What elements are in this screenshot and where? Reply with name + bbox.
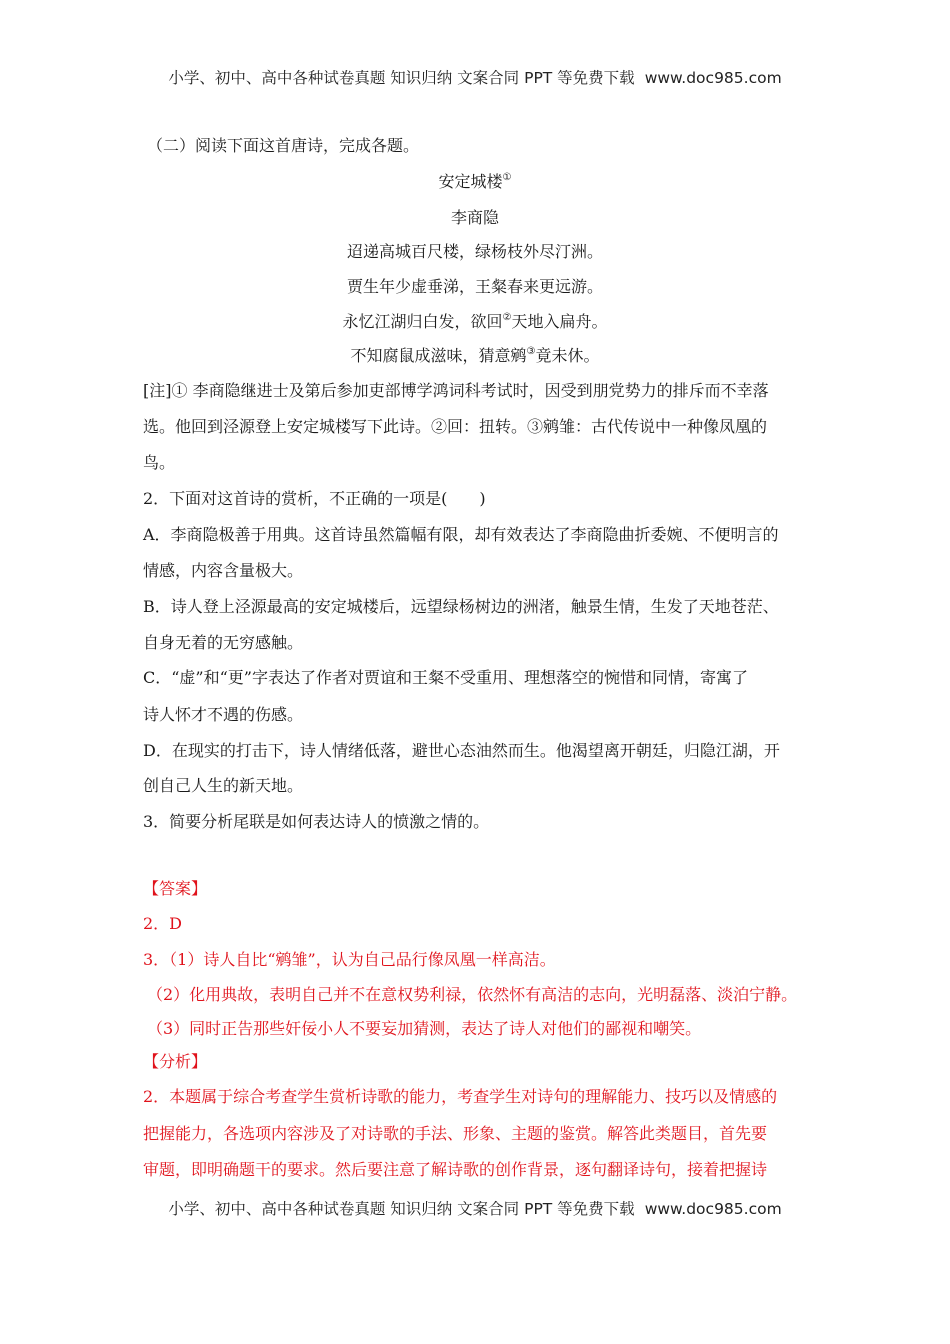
poem-author: 李商隐: [450, 208, 499, 227]
note-line: [注]① 李商隐继进士及第后参加吏部博学鸿词科考试时，因受到朋党势力的排斥而不幸落: [143, 381, 769, 400]
option-c-cont: 诗人怀才不遇的伤感。: [143, 705, 304, 724]
answer-3-part2: （2）化用典故，表明自己并不在意权势利禄，依然怀有高洁的志向，光明磊落、淡泊宁静。: [147, 985, 798, 1004]
footnote-mark-1: ①: [502, 172, 512, 183]
header-text: 小学、初中、高中各种试卷真题 知识归纳 文案合同 PPT 等免费下载: [168, 69, 635, 87]
poem-line: 不知腐鼠成滋味，猜意鹓③竟未休。: [350, 346, 600, 365]
analysis-line: 审题，即明确题干的要求。然后要注意了解诗歌的创作背景，逐句翻译诗句，接着把握诗: [143, 1160, 768, 1179]
poem-line: 迢递高城百尺楼，绿杨枝外尽汀洲。: [346, 242, 603, 261]
answer-2: 2．D: [143, 914, 183, 933]
answer-3-part1: 3．（1）诗人自比“鹓雏”，认为自己品行像凤凰一样高洁。: [143, 950, 556, 969]
analysis-line: 2．本题属于综合考查学生赏析诗歌的能力，考查学生对诗句的理解能力、技巧以及情感的: [143, 1087, 778, 1106]
analysis-heading: 【分析】: [143, 1052, 208, 1071]
footer-url[interactable]: www.doc985.com: [644, 1200, 782, 1218]
analysis-line: 把握能力，各选项内容涉及了对诗歌的手法、形象、主题的鉴赏。解答此类题目，首先要: [143, 1124, 768, 1143]
answer-heading: 【答案】: [143, 879, 208, 898]
poem-line: 永忆江湖归白发，欲回②天地入扁舟。: [342, 312, 608, 331]
footer-text: 小学、初中、高中各种试卷真题 知识归纳 文案合同 PPT 等免费下载: [168, 1200, 635, 1218]
option-a: A．李商隐极善于用典。这首诗虽然篇幅有限，却有效表达了李商隐曲折委婉、不便明言的: [143, 525, 779, 544]
page-footer: [0, 1197, 950, 1219]
poem-line: 贾生年少虚垂涕，王粲春来更远游。: [346, 277, 603, 296]
option-d: D．在现实的打击下，诗人情绪低落，避世心态油然而生。他渴望离开朝廷，归隐江湖，开: [143, 741, 780, 760]
option-b-cont: 自身无着的无穷感触。: [143, 633, 304, 652]
note-line: 鸟。: [143, 453, 176, 472]
option-d-cont: 创自己人生的新天地。: [143, 776, 304, 795]
footnote-mark-2: ②: [502, 312, 512, 323]
answer-3-part3: （3）同时正告那些奸佞小人不要妄加猜测，表达了诗人对他们的鄙视和嘲笑。: [147, 1019, 702, 1038]
page-header: [0, 66, 950, 88]
question-2-stem: 2．下面对这首诗的赏析，不正确的一项是( ): [143, 489, 486, 508]
header-url[interactable]: www.doc985.com: [644, 69, 782, 87]
option-c: C．“虚”和“更”字表达了作者对贾谊和王粲不受重用、理想落空的惋惜和同情，寄寓了: [143, 668, 748, 687]
note-line: 选。他回到泾源登上安定城楼写下此诗。②回：扭转。③鹓雏：古代传说中一种像凤凰的: [143, 417, 768, 436]
option-a-cont: 情感，内容含量极大。: [143, 561, 304, 580]
option-b: B．诗人登上泾源最高的安定城楼后，远望绿杨树边的洲渚，触景生情，生发了天地苍茫、: [143, 597, 779, 616]
section-intro: （二）阅读下面这首唐诗，完成各题。: [147, 136, 420, 155]
question-3-stem: 3．简要分析尾联是如何表达诗人的愤激之情的。: [143, 812, 490, 831]
footnote-mark-3: ③: [526, 346, 536, 357]
poem-title: 安定城楼①: [438, 172, 512, 191]
